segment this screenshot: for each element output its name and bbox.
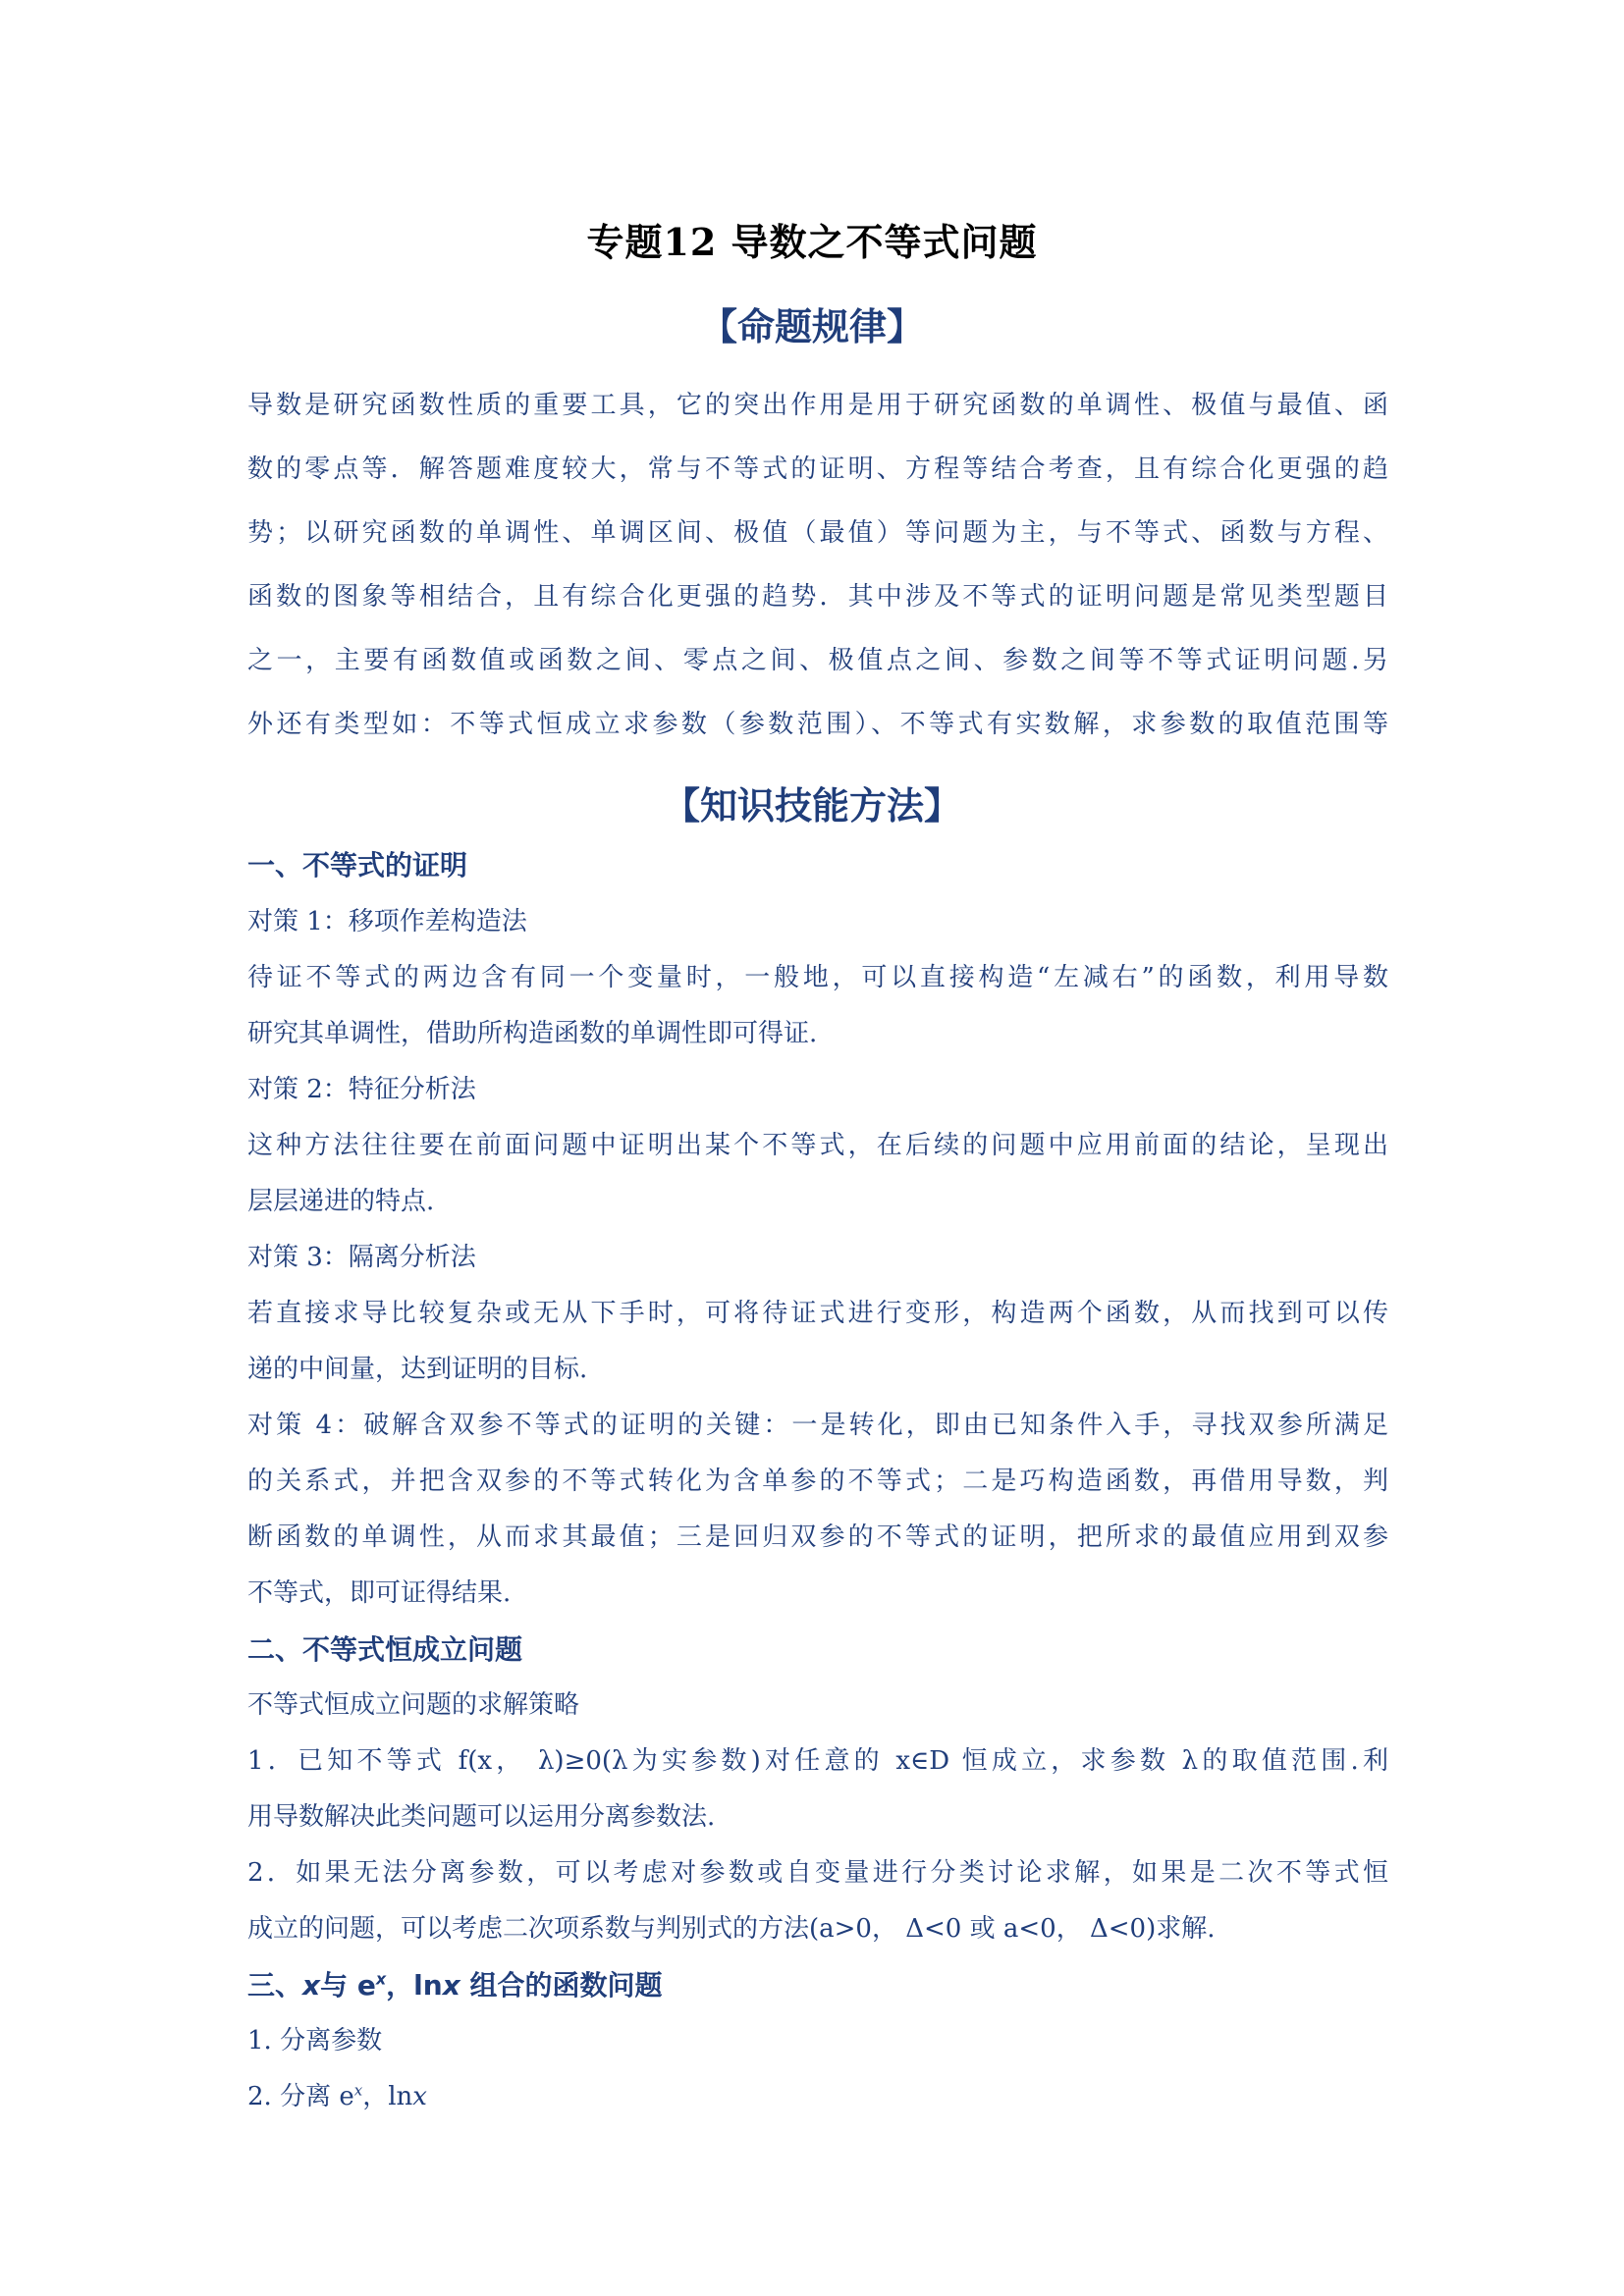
section-2-item-1: 用导数解决此类问题可以运用分离参数法. [247,1802,716,1832]
strategy-2-label: 对策 2：特征分析法 [247,1075,476,1104]
strategy-4-line: 的关系式，并把含双参的不等式转化为含单参的不等式；二是巧构造函数，再借用导数，判 [247,1467,1388,1496]
strategy-3-label: 对策 3：隔离分析法 [247,1243,476,1272]
strategy-2-line: 这种方法往往要在前面问题中证明出某个不等式，在后续的问题中应用前面的结论，呈现出 [247,1131,1388,1160]
intro-line: 数的零点等．解答题难度较大，常与不等式的证明、方程等结合考查，且有综合化更强的趋 [247,454,1388,484]
section-3-item-2-text: ，ln [362,2082,413,2111]
strategy-2-line: 层层递进的特点. [247,1187,435,1216]
math-x: x [442,1969,460,2002]
intro-line: 之一，主要有函数值或函数之间、零点之间、极值点之间、参数之间等不等式证明问题.另 [247,646,1388,675]
strategy-4-line: 对策 4：破解含双参不等式的证明的关键：一是转化，即由已知条件入手，寻找双参所满足 [247,1411,1388,1440]
section-3-item-2-text: 2. 分离 e [247,2082,354,2111]
section-3-item-2 [247,2076,427,2112]
section-3-text: 与 e [320,1969,376,2002]
strategy-4-line: 不等式，即可证得结果. [247,1578,512,1608]
section-3-title [247,1964,663,2003]
section-3-prefix: 三、 [247,1969,303,2002]
intro-line: 势；以研究函数的单调性、单调区间、极值（最值）等问题为主，与不等式、函数与方程、 [247,518,1388,548]
section-2-item-2: 成立的问题，可以考虑二次项系数与判别式的方法(a>0， Δ<0 或 a<0， Δ<0)求解. [247,1914,1216,1944]
strategy-4-line: 断函数的单调性，从而求其最值；三是回归双参的不等式的证明，把所求的最值应用到双参 [247,1522,1388,1552]
strategy-3-line: 若直接求导比较复杂或无从下手时，可将待证式进行变形，构造两个函数，从而找到可以传 [247,1299,1388,1328]
heading-rules: 【命题规律】 [699,305,924,348]
strategy-1-label: 对策 1：移项作差构造法 [247,907,527,936]
math-x: x [302,1969,321,2002]
section-2-subtitle: 不等式恒成立问题的求解策略 [247,1690,580,1720]
exponent-x: x [375,1969,387,1989]
exponent-x: x [353,2081,363,2100]
section-3-text: 组合的函数问题 [460,1969,663,2002]
math-x: x [412,2082,427,2111]
heading-methods: 【知识技能方法】 [662,784,961,828]
intro-line: 函数的图象等相结合，且有综合化更强的趋势．其中涉及不等式的证明问题是常见类型题目 [247,582,1388,612]
intro-line: 外还有类型如：不等式恒成立求参数（参数范围）、不等式有实数解，求参数的取值范围等 [247,710,1388,739]
section-2-title: 二、不等式恒成立问题 [247,1633,523,1666]
strategy-1-line: 待证不等式的两边含有同一个变量时，一般地，可以直接构造“左减右”的函数，利用导数 [247,963,1388,992]
section-2-item-1: 1．已知不等式 f(x， λ)≥0(λ为实参数)对任意的 x∈D 恒成立，求参数 λ的取值范围.利 [247,1746,1388,1776]
section-3-item-1: 1. 分离参数 [247,2026,383,2056]
strategy-3-line: 递的中间量，达到证明的目标. [247,1355,588,1384]
page-title: 专题12 导数之不等式问题 [586,220,1038,264]
section-3-text: ，ln [386,1969,443,2002]
section-1-title: 一、不等式的证明 [247,849,468,881]
strategy-1-line: 研究其单调性，借助所构造函数的单调性即可得证. [247,1019,818,1048]
section-2-item-2: 2．如果无法分离参数，可以考虑对参数或自变量进行分类讨论求解，如果是二次不等式恒 [247,1858,1388,1888]
intro-line: 导数是研究函数性质的重要工具，它的突出作用是用于研究函数的单调性、极值与最值、函 [247,391,1388,420]
